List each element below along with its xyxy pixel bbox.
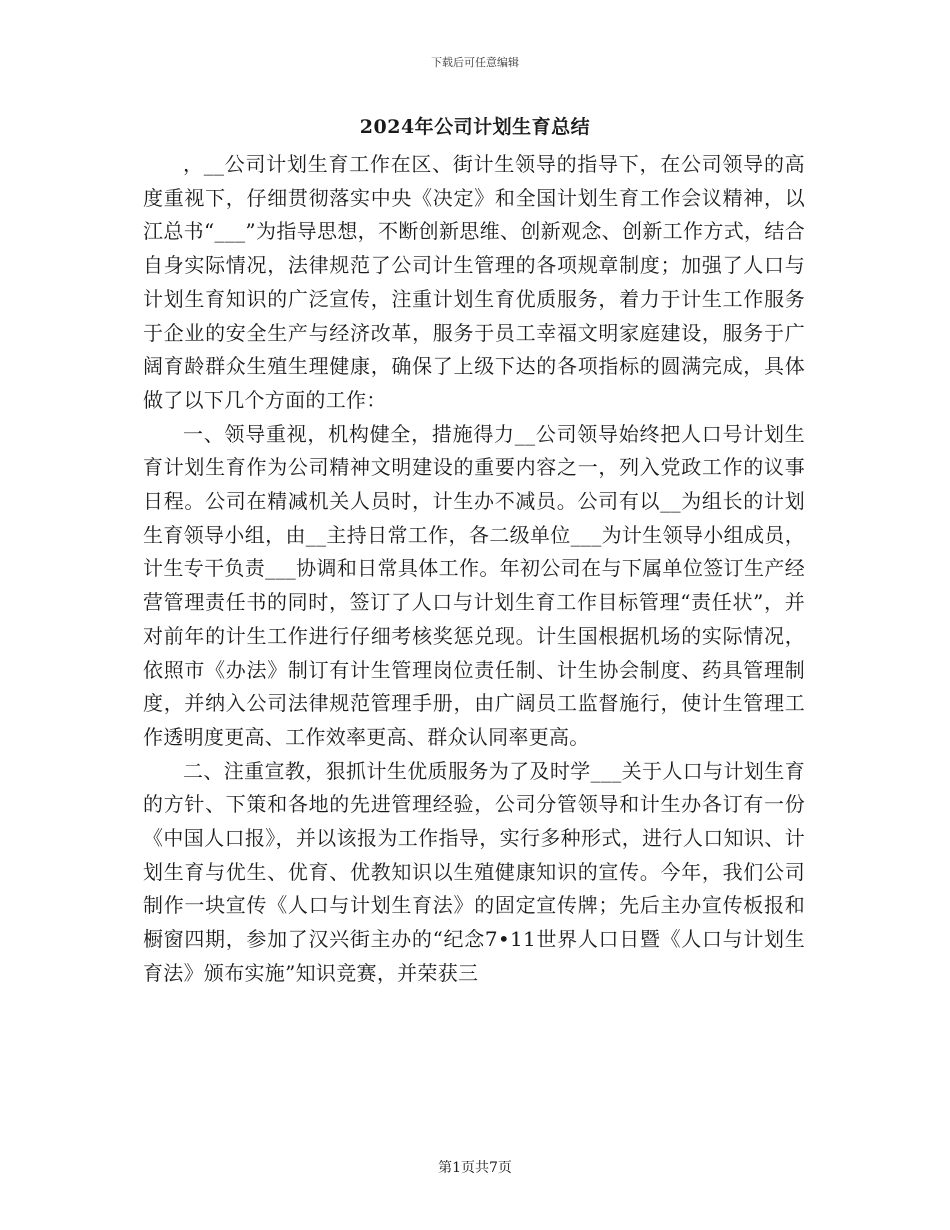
paragraph-section-2: 二、注重宣教，狠抓计生优质服务为了及时学___关于人口与计划生育的方针、下策和各地的先进管理经验，公司分管领导和计生办各订有一份《中国人口报》，并以该报为工作指导，实行多种形式，进行人口知识、计划生育与优生、优育、优教知识以生殖健康知识的宣传。今年，我们公司制作一块宣传《人口与计划生育法》的固定宣传牌；先后主办宣传板报和橱窗四期，参加了汉兴街主办的“纪念7•11世界人口日暨《人口与计划生育法》颁布实施”知识竞赛，并荣获三 xyxy=(143,758,805,985)
page-number: 第1页共7页 xyxy=(438,1160,512,1176)
paragraph-section-1: 一、领导重视，机构健全，措施得力__公司领导始终把人口号计划生育计划生育作为公司精神文明建设的重要内容之一，列入党政工作的议事日程。公司在精减机关人员时，计生办不减员。公司有以__为组长的计划生育领导小组，由__主持日常工作，各二级单位___为计生领导小组成员，计生专干负责___协调和日常具体工作。年初公司在与下属单位签订生产经营管理责任书的同时，签订了人口与计划生育工作目标管理“责任状”，并对前年的计生工作进行仔细考核奖惩兑现。计生国根据机场的实际情况，依照市《办法》制订有计生管理岗位责任制、计生协会制度、药具管理制度，并纳入公司法律规范管理手册，由广阔员工监督施行，使计生管理工作透明度更高、工作效率更高、群众认同率更高。 xyxy=(143,421,805,749)
document-body xyxy=(143,148,805,991)
paragraph-intro: ，__公司计划生育工作在区、街计生领导的指导下，在公司领导的高度重视下，仔细贯彻落实中央《决定》和全国计划生育工作会议精神，以江总书“___”为指导思想，不断创新思维、创新观念、创新工作方式，结合自身实际情况，法律规范了公司计生管理的各项规章制度；加强了人口与计划生育知识的广泛宣传，注重计划生育优质服务，着力于计生工作服务于企业的安全生产与经济改革，服务于员工幸福文明家庭建设，服务于广阔育龄群众生殖生理健康，确保了上级下达的各项指标的圆满完成，具体做了以下几个方面的工作： xyxy=(143,152,805,412)
header-note: 下载后可任意编辑 xyxy=(431,56,519,69)
document-title: 2024年公司计划生育总结 xyxy=(359,116,591,138)
